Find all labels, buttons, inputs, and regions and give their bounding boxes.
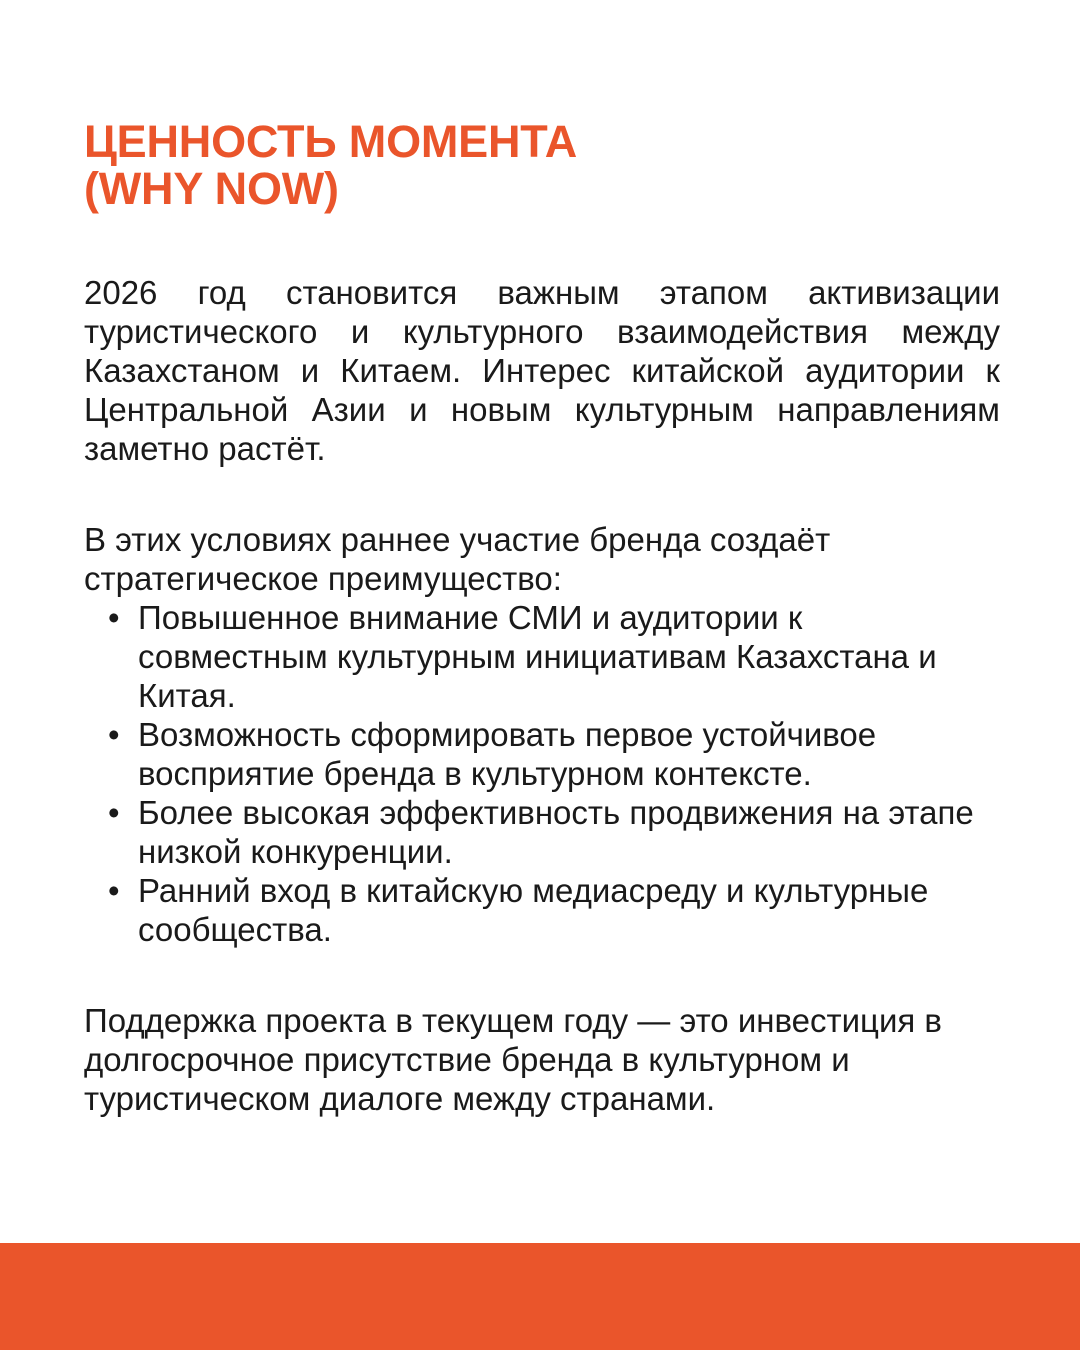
page-title xyxy=(84,118,1000,212)
bullet-icon: • xyxy=(108,716,120,753)
closing-paragraph-line-2: долгосрочное присутствие бренда в культурном и xyxy=(84,1041,850,1078)
closing-paragraph xyxy=(84,1001,1000,1118)
bottom-accent-bar xyxy=(0,1243,1080,1350)
intro-paragraph: 2026 год становится важным этапом активизации туристического и культурного взаимодействия между Казахстаном и Китаем. Интерес китайской аудитории к Центральной Азии и новым культурным направлениям заметно растёт. xyxy=(84,274,1000,467)
page-title-line-1: ЦЕННОСТЬ МОМЕНТА xyxy=(84,116,578,167)
bullet-icon: • xyxy=(108,794,120,831)
slide-content xyxy=(84,118,1000,1118)
list-item-text: Возможность сформировать первое устойчивое восприятие бренда в культурном контексте. xyxy=(138,716,877,792)
list-item xyxy=(84,715,1000,793)
spacer-after-list xyxy=(84,949,1000,1001)
advantages-lead-in xyxy=(84,520,1000,598)
page-title-line-2: (WHY NOW) xyxy=(84,163,339,214)
bullet-icon: • xyxy=(108,599,120,636)
list-item-text: Повышенное внимание СМИ и аудитории к совместным культурным инициативам Казахстана и Китая. xyxy=(138,599,937,714)
list-item-text: Более высокая эффективность продвижения на этапе низкой конкуренции. xyxy=(138,794,974,870)
advantages-lead-in-line-1: В этих условиях раннее участие бренда создаёт xyxy=(84,521,831,558)
bullet-icon: • xyxy=(108,872,120,909)
list-item xyxy=(84,793,1000,871)
advantages-lead-in-line-2: стратегическое преимущество: xyxy=(84,560,562,597)
list-item-text: Ранний вход в китайскую медиасреду и культурные сообщества. xyxy=(138,872,929,948)
spacer-after-title xyxy=(84,212,1000,273)
closing-paragraph-line-1: Поддержка проекта в текущем году — это инвестиция в xyxy=(84,1002,942,1039)
list-item xyxy=(84,598,1000,715)
advantages-list xyxy=(84,598,1000,949)
spacer-after-intro xyxy=(84,468,1000,520)
list-item xyxy=(84,871,1000,949)
closing-paragraph-line-3: туристическом диалоге между странами. xyxy=(84,1080,716,1117)
